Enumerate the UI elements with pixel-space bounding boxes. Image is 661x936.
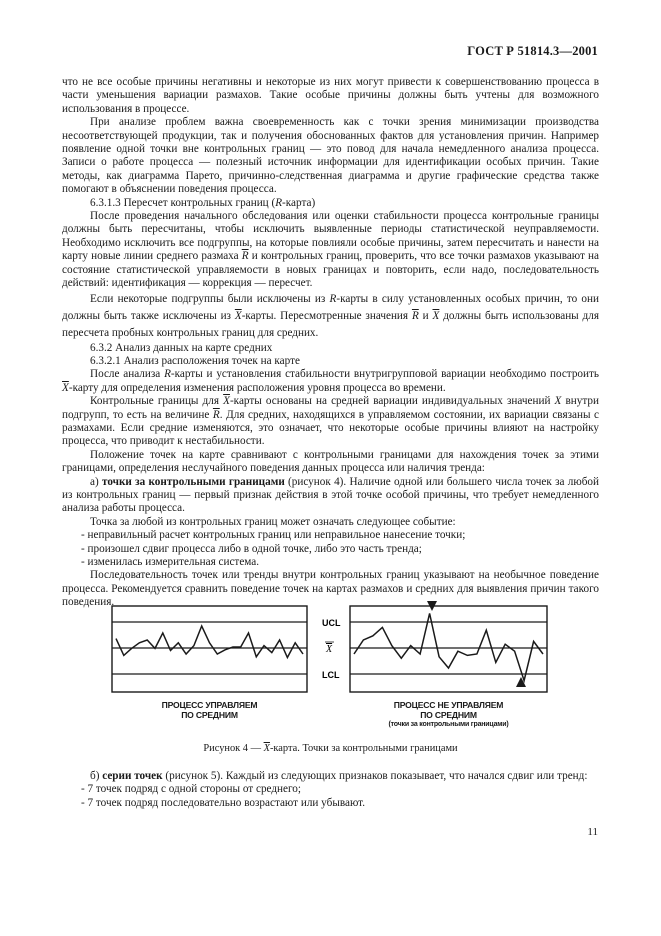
text-run: -карты. Пересмотренные значения [241, 309, 412, 322]
left-series-line [116, 626, 303, 658]
symbol-r: R [164, 368, 171, 381]
text-run: б) [90, 770, 103, 782]
list-item: - 7 точек подряд с одной стороны от среднего; [81, 783, 302, 796]
text-run: Если некоторые подгруппы были исключены из [90, 292, 330, 305]
bold-term: серии точек [102, 770, 163, 782]
text-run: и контрольных границ, проверить, что все точки размахов указывают на состояние статистической управляемости в новых границах и повторить, если надо, последовательность действий: идентификация — коррекция — пересчет. [62, 250, 600, 290]
symbol-x: X [554, 395, 562, 408]
paragraph: Положение точек на карте сравнивают с контрольными границами для нахождения точек за этими границами, определения неслучайного поведения данных процесса или наличия тренда: [62, 448, 599, 475]
text-run: Контрольные границы для [90, 395, 224, 408]
symbol-x-bar: $\overline{X}$ [62, 381, 69, 394]
paragraph [62, 291, 599, 342]
title-line: ПРОЦЕСС УПРАВЛЯЕМ [161, 700, 258, 710]
paragraph: Точка за любой из контрольных границ может означать следующее событие: [90, 515, 456, 528]
paragraph: что не все особые причины негативны и некоторые из них могут привести к совершенствованию процесса в части уменьшения вариации размахов. Такие особые причины должны быть учтены для возможного использования в процессе. [62, 76, 599, 115]
text-run: -карты в силу установленных особых причин, то они должны быть также исключены из [62, 292, 599, 322]
body-text [62, 76, 599, 610]
title-line: ПРОЦЕСС НЕ УПРАВЛЯЕМ [393, 700, 504, 710]
text-run: а) [90, 475, 102, 488]
symbol-x-bar: $\overline{X}$ [234, 309, 242, 322]
paragraph [62, 395, 599, 449]
symbol-r: R [329, 292, 337, 305]
symbol-x-double-bar: $\overline{X}$ [432, 309, 440, 322]
text-run: (рисунок 4). Наличие одной или большего числа точек за любой из контрольных границ — первый признак действия в этой точке особой причины, что требует немедленного анализа работы процесса. [62, 475, 599, 515]
symbol-r: R [275, 196, 283, 209]
paragraph [62, 770, 599, 783]
paragraph [62, 210, 599, 290]
title-line: ПО СРЕДНИМ [420, 710, 477, 720]
symbol-r-bar: $\overline{R}$ [212, 408, 220, 421]
text-run: -карта. Точки за контрольными границами [269, 743, 458, 754]
paragraph [62, 476, 599, 516]
right-series-line [354, 613, 543, 680]
text-run: должны быть использованы для пересчета пробных контрольных границ для средних. [62, 309, 599, 339]
document-header: ГОСТ Р 51814.3—2001 [467, 44, 598, 58]
text-run: Рисунок 4 — [203, 743, 264, 754]
section-heading: 6.3.2 Анализ данных на карте средних [90, 341, 273, 354]
list-item: - неправильный расчет контрольных границ или неправильное нанесение точки; [81, 529, 466, 542]
symbol-r-bar: $\overline{R}$ [411, 309, 419, 322]
page-number: 11 [587, 826, 598, 838]
body-text-continued [62, 770, 599, 810]
right-chart-frame [350, 606, 547, 692]
list-item: - изменилась измерительная система. [81, 556, 260, 568]
left-chart-frame [112, 606, 307, 692]
right-chart-title [350, 700, 547, 730]
figure-caption [0, 743, 661, 754]
left-chart-title [112, 700, 307, 720]
list-item: - 7 точек подряд последовательно возрастают или убывают. [81, 796, 365, 809]
center-label: X [326, 644, 333, 655]
text-run: и [418, 309, 433, 322]
figure-4 [96, 600, 566, 746]
title-note: (точки за контрольными границами) [388, 721, 509, 728]
text-run: После проведения начального обследования или оценки стабильности процесса контрольные границы должны быть пересчитаны, чтобы исключить выявленные периоды статистической неуправляемости. Необходимо исключить все подгруппы, на которые повлияли особые причины, затем пересчитать и нанести на карту новые линии среднего размаха [62, 210, 599, 263]
heading-text: 6.3.1.3 Пересчет контрольных границ ( [90, 196, 276, 209]
text-run: -карты и установления стабильности внутригрупповой вариации необходимо построить [170, 368, 600, 381]
paragraph [62, 368, 599, 395]
paragraph: Последовательность точек или тренды внутри контрольных границ указывают на необычное поведение процесса. Рекомендуется сравнить поведение точек на картах размахов и средних для выявления причин такого поведения. [62, 569, 599, 609]
section-heading: 6.3.2.1 Анализ расположения точек на карте [90, 354, 300, 367]
symbol-x-bar: $\overline{X}$ [223, 395, 230, 408]
text-run: -карту для определения изменения расположения уровня процесса во времени. [68, 381, 446, 394]
heading-text: -карта) [282, 196, 316, 209]
symbol-r-bar: $\overline{R}$ [241, 250, 249, 263]
bold-term: точки за контрольными границами [101, 475, 285, 488]
section-heading [62, 197, 599, 210]
text-run: После анализа [90, 368, 165, 381]
paragraph: При анализе проблем важна своевременность как с точки зрения минимизации производства несоответствующей продукции, так и получения обоснованных фактов для установления причин. Например появление одной точки вне контрольных границ — это повод для начала немедленного анализа процесса. Записи о работе процесса — полезный источник информации для идентификации особых причин. Такие методы, как диаграмма Парето, причинно-следственная диаграмма и другие графические средства также помогают в объяснении поведения процесса. [62, 116, 599, 196]
symbol-x-bar: $\overline{X}$ [263, 743, 270, 754]
text-run: (рисунок 5). Каждый из следующих признаков показывает, что начался сдвиг или тренд: [162, 770, 588, 782]
lcl-label: LCL [322, 670, 340, 680]
ucl-label: UCL [322, 618, 341, 628]
list-item: - произошел сдвиг процесса либо в одной точке, либо это часть тренда; [81, 542, 422, 555]
title-line: ПО СРЕДНИМ [181, 710, 238, 720]
text-run: -карты основаны на средней вариации индивидуальных значений [229, 395, 555, 408]
text-run: внутри подгрупп, то есть на величине [62, 395, 599, 421]
text-run: . Для средних, находящихся в управляемом состоянии, их вариации связаны с размахами. Если средние изменяются, это означает, что некоторые особые причины влияют на настройку процесса, что приводит к нестабильности. [62, 408, 599, 448]
